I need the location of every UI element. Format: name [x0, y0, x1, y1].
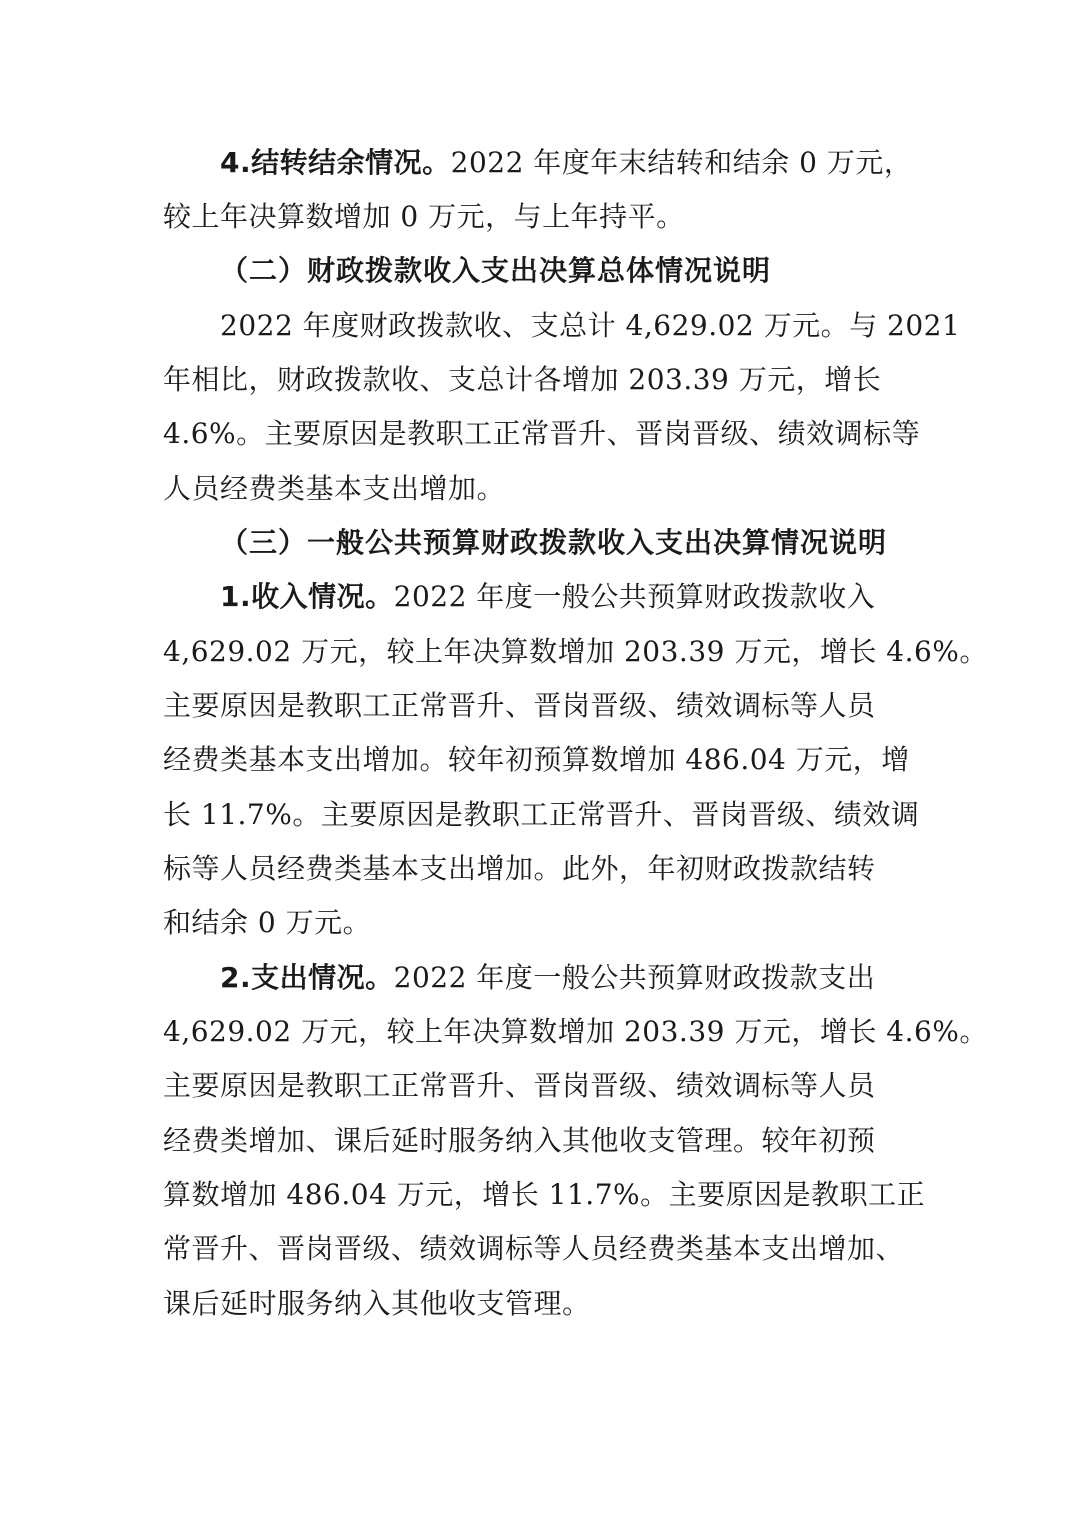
expense-line7: 课后延时服务纳入其他收支管理。	[163, 1287, 591, 1320]
section4-line1	[220, 143, 912, 183]
expense-line1-text: 2022 年度一般公共预算财政拨款支出	[393, 961, 876, 994]
heading-3: （三）一般公共预算财政拨款收入支出决算情况说明	[220, 526, 888, 559]
expense-lead: 2.支出情况。	[220, 961, 394, 994]
expense-line2: 4,629.02 万元，较上年决算数增加 203.39 万元，增长 4.6%。	[163, 1015, 988, 1048]
income-line7: 和结余 0 万元。	[163, 906, 372, 939]
para2-line1: 2022 年度财政拨款收、支总计 4,629.02 万元。与 2021	[220, 309, 961, 342]
expense-line4: 经费类增加、课后延时服务纳入其他收支管理。较年初预	[163, 1124, 876, 1157]
expense-line3: 主要原因是教职工正常晋升、晋岗晋级、绩效调标等人员	[163, 1069, 876, 1102]
expense-line5: 算数增加 486.04 万元，增长 11.7%。主要原因是教职工正	[163, 1178, 926, 1211]
expense-line6: 常晋升、晋岗晋级、绩效调标等人员经费类基本支出增加、	[163, 1232, 905, 1265]
section4-line2: 较上年决算数增加 0 万元，与上年持平。	[163, 200, 685, 233]
income-line1	[220, 577, 875, 617]
para2-line4: 人员经费类基本支出增加。	[163, 472, 506, 505]
income-line1-text: 2022 年度一般公共预算财政拨款收入	[393, 580, 876, 613]
section4-lead: 4.结转结余情况。	[220, 146, 451, 179]
income-line5: 长 11.7%。主要原因是教职工正常晋升、晋岗晋级、绩效调	[163, 798, 920, 831]
section4-line1-text: 2022 年度年末结转和结余 0 万元，	[450, 146, 913, 179]
income-line4: 经费类基本支出增加。较年初预算数增加 486.04 万元，增	[163, 743, 910, 776]
heading-2: （二）财政拨款收入支出决算总体情况说明	[220, 254, 772, 287]
expense-line1	[220, 958, 875, 998]
income-lead: 1.收入情况。	[220, 580, 394, 613]
para2-line3: 4.6%。主要原因是教职工正常晋升、晋岗晋级、绩效调标等	[163, 417, 921, 450]
income-line6: 标等人员经费类基本支出增加。此外，年初财政拨款结转	[163, 852, 876, 885]
income-line3: 主要原因是教职工正常晋升、晋岗晋级、绩效调标等人员	[163, 689, 876, 722]
para2-line2: 年相比，财政拨款收、支总计各增加 203.39 万元，增长	[163, 363, 882, 396]
income-line2: 4,629.02 万元，较上年决算数增加 203.39 万元，增长 4.6%。	[163, 635, 988, 668]
